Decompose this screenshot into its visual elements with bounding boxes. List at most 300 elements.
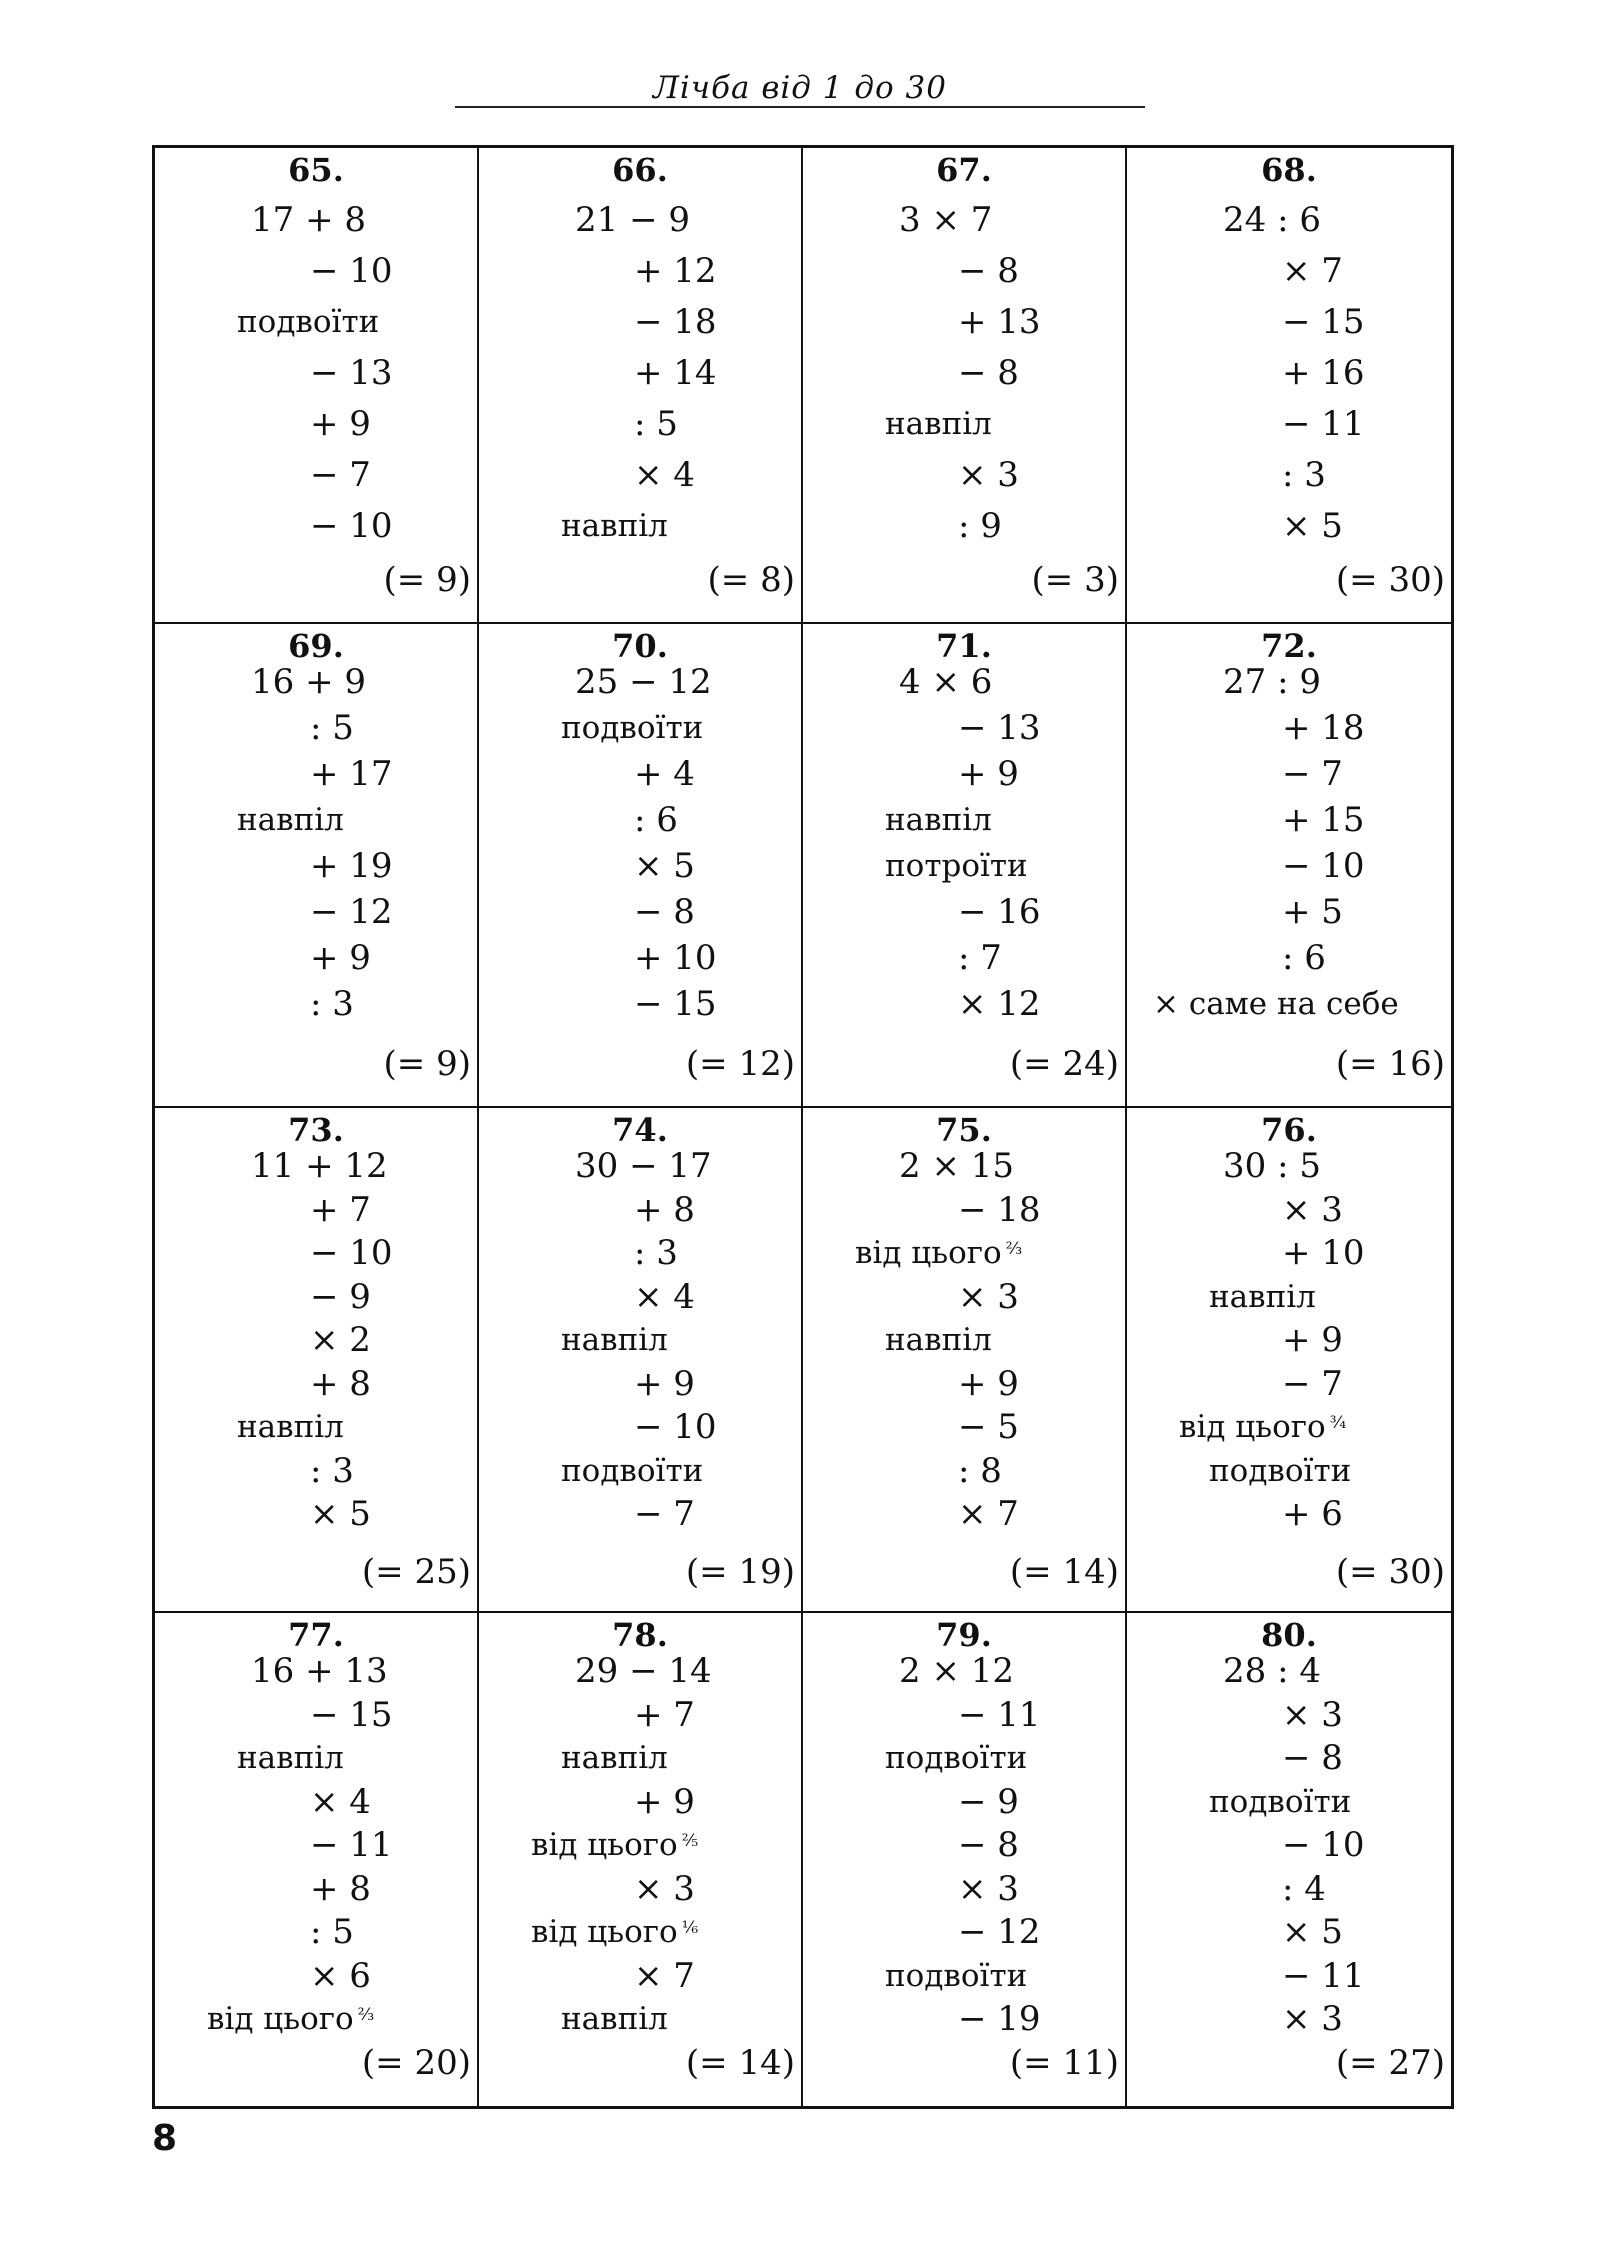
exercise-start-expression — [251, 1146, 388, 1186]
step-text: навпіл — [885, 406, 992, 442]
exercise-result: (= 16) — [1335, 1044, 1445, 1084]
step-text: навпіл — [237, 1409, 344, 1445]
exercise-step — [237, 302, 379, 342]
step-text: : 6 — [1282, 938, 1326, 978]
step-text: 29 − 14 — [575, 1651, 712, 1691]
step-text: 2 × 15 — [899, 1146, 1014, 1186]
exercise-step — [958, 353, 1019, 393]
exercise-start-expression — [899, 1651, 1014, 1691]
step-text: + 4 — [634, 754, 695, 794]
exercise-cell — [155, 1108, 479, 1613]
step-text: + 6 — [1282, 1494, 1343, 1534]
exercise-start-expression — [1223, 200, 1321, 240]
exercise-step — [1282, 708, 1365, 748]
step-text: + 10 — [634, 938, 717, 978]
exercise-step — [1282, 1956, 1365, 1996]
exercise-step — [237, 1738, 344, 1778]
exercise-cell — [479, 1613, 803, 2106]
exercise-cell — [155, 148, 479, 624]
exercise-step — [634, 1407, 717, 1447]
exercise-step — [1282, 1695, 1343, 1735]
step-text: + 17 — [310, 754, 393, 794]
step-text: − 10 — [634, 1407, 717, 1447]
step-text: від цього — [207, 2001, 354, 2037]
exercise-start-expression — [899, 662, 992, 702]
exercise-step — [958, 455, 1019, 495]
step-text: × 5 — [1282, 506, 1343, 546]
exercise-step — [958, 506, 1002, 546]
step-text: × 7 — [958, 1494, 1019, 1534]
exercise-result: (= 30) — [1335, 1552, 1445, 1592]
step-text: : 5 — [634, 404, 678, 444]
step-text: − 11 — [1282, 1955, 1365, 1996]
step-text: подвоїти — [561, 710, 704, 746]
step-text: − 18 — [958, 1189, 1041, 1230]
exercise-step — [1209, 1277, 1316, 1317]
exercise-step — [310, 984, 354, 1024]
step-text: − 8 — [634, 892, 695, 932]
exercise-step — [1282, 353, 1365, 393]
exercise-cell — [479, 1108, 803, 1613]
exercise-cell — [1127, 1108, 1451, 1613]
exercise-result: (= 9) — [383, 1044, 471, 1084]
step-text: 17 + 8 — [251, 200, 366, 240]
exercise-step — [310, 251, 393, 291]
exercise-step — [1282, 302, 1365, 342]
step-fraction: ¹⁄₆ — [681, 1918, 699, 1938]
exercise-number: 72. — [1261, 627, 1317, 665]
exercise-step — [310, 1869, 371, 1909]
step-text: 27 : 9 — [1223, 662, 1321, 702]
exercise-step — [958, 1825, 1019, 1865]
step-text: + 19 — [310, 846, 393, 886]
exercise-number: 78. — [612, 1616, 668, 1654]
step-text: навпіл — [561, 1322, 668, 1358]
step-text: − 15 — [634, 984, 717, 1024]
exercise-step — [1282, 455, 1326, 495]
exercise-cell — [1127, 1613, 1451, 2106]
step-text: 21 − 9 — [575, 200, 690, 240]
exercise-start-expression — [575, 662, 712, 702]
step-text: 25 − 12 — [575, 662, 712, 702]
exercise-step — [1282, 1869, 1326, 1909]
step-text: подвоїти — [237, 304, 380, 340]
exercise-step — [958, 1407, 1019, 1447]
exercise-number: 68. — [1261, 151, 1317, 189]
exercise-start-expression — [251, 1651, 388, 1691]
exercise-step — [310, 1782, 371, 1822]
exercise-step — [634, 302, 717, 342]
exercise-step — [634, 1190, 695, 1230]
step-text: + 9 — [1282, 1320, 1343, 1360]
exercise-cell — [803, 624, 1127, 1108]
exercise-result: (= 3) — [1031, 560, 1119, 600]
step-text: − 11 — [310, 1825, 393, 1865]
exercise-step — [958, 754, 1019, 794]
exercise-result: (= 11) — [1009, 2043, 1119, 2083]
step-text: : 6 — [634, 800, 678, 840]
exercise-start-expression — [575, 1651, 712, 1691]
exercise-start-expression — [251, 200, 366, 240]
step-text: : 5 — [310, 1912, 354, 1952]
exercise-result: (= 12) — [685, 1044, 795, 1084]
step-text: + 15 — [1282, 800, 1365, 840]
exercise-step — [958, 1695, 1041, 1735]
exercise-step — [310, 1277, 371, 1317]
exercise-grid — [152, 145, 1454, 2109]
exercise-number: 74. — [612, 1111, 668, 1149]
step-text: × 3 — [1282, 1999, 1343, 2039]
exercise-step — [531, 1912, 698, 1952]
exercise-step — [1282, 1825, 1365, 1865]
exercise-step — [310, 506, 393, 546]
step-text: + 9 — [310, 404, 371, 444]
exercise-step — [310, 1494, 371, 1534]
step-text: − 10 — [310, 251, 393, 291]
exercise-step — [1282, 754, 1343, 794]
step-text: + 8 — [310, 1868, 371, 1909]
exercise-step — [634, 1956, 695, 1996]
exercise-step — [1209, 1782, 1351, 1822]
exercise-number: 73. — [288, 1111, 344, 1149]
exercise-step — [1282, 1738, 1343, 1778]
exercise-step — [958, 251, 1019, 291]
step-text: × саме на себе — [1153, 986, 1399, 1022]
step-text: × 2 — [310, 1320, 371, 1360]
step-text: × 6 — [310, 1955, 371, 1996]
exercise-step — [958, 1364, 1019, 1404]
page-number: 8 — [152, 2118, 178, 2159]
exercise-step — [958, 302, 1041, 342]
step-text: − 7 — [1282, 1363, 1343, 1404]
exercise-step — [310, 1190, 371, 1230]
exercise-step — [1282, 1190, 1343, 1230]
exercise-step — [310, 938, 371, 978]
page-header-title: Лічба від 1 до 30 — [653, 70, 947, 106]
exercise-step — [634, 1869, 695, 1909]
exercise-step — [958, 1190, 1041, 1230]
exercise-step — [1282, 1364, 1343, 1404]
step-text: 2 × 12 — [899, 1651, 1014, 1691]
step-text: подвоїти — [1209, 1783, 1352, 1820]
exercise-result: (= 27) — [1335, 2043, 1445, 2083]
header-rule — [455, 106, 1145, 108]
step-text: − 8 — [1282, 1738, 1343, 1778]
step-text: + 10 — [1282, 1233, 1365, 1273]
exercise-step — [310, 1912, 354, 1952]
step-text: − 13 — [310, 353, 393, 393]
step-text: − 7 — [634, 1494, 695, 1534]
step-text: подвоїти — [561, 1452, 704, 1489]
step-text: × 3 — [958, 1276, 1019, 1317]
step-text: − 11 — [1282, 404, 1365, 444]
step-text: + 7 — [310, 1189, 371, 1230]
step-text: − 10 — [310, 506, 393, 546]
step-text: від цього — [855, 1235, 1002, 1271]
step-text: 4 × 6 — [899, 662, 993, 702]
step-text: × 5 — [1282, 1912, 1343, 1952]
step-text: − 9 — [310, 1276, 371, 1317]
exercise-step — [310, 708, 354, 748]
step-text: − 19 — [958, 1999, 1041, 2039]
step-text: × 7 — [1282, 251, 1343, 291]
exercise-number: 80. — [1261, 1616, 1317, 1654]
exercise-step — [1282, 251, 1343, 291]
step-text: : 8 — [958, 1450, 1002, 1491]
step-text: : 5 — [310, 708, 354, 748]
step-text: від цього — [531, 1827, 678, 1863]
exercise-result: (= 19) — [685, 1552, 795, 1592]
step-text: навпіл — [561, 2001, 668, 2037]
exercise-number: 67. — [936, 151, 992, 189]
step-text: − 10 — [1282, 1825, 1365, 1865]
step-text: − 8 — [958, 1825, 1019, 1865]
exercise-step — [310, 1233, 393, 1273]
step-text: навпіл — [885, 802, 992, 838]
exercise-step — [561, 1738, 668, 1778]
exercise-result: (= 14) — [1009, 1552, 1119, 1592]
step-text: : 3 — [1282, 455, 1326, 495]
exercise-step — [958, 1869, 1019, 1909]
step-text: : 7 — [958, 938, 1002, 978]
exercise-step — [885, 1320, 992, 1360]
exercise-step — [634, 1277, 695, 1317]
exercise-cell — [1127, 148, 1451, 624]
exercise-number: 70. — [612, 627, 668, 665]
exercise-step — [1282, 506, 1343, 546]
step-text: + 13 — [958, 302, 1041, 342]
exercise-step — [885, 1956, 1027, 1996]
exercise-step — [958, 984, 1041, 1024]
exercise-step — [207, 1999, 374, 2039]
step-text: + 9 — [958, 1363, 1019, 1404]
step-text: + 12 — [634, 251, 717, 291]
exercise-step — [1179, 1407, 1346, 1447]
exercise-step — [310, 1956, 371, 1996]
exercise-step — [958, 708, 1041, 748]
exercise-step — [1282, 1912, 1343, 1952]
step-fraction: ²⁄₃ — [1005, 1239, 1023, 1259]
step-text: − 7 — [310, 455, 371, 495]
step-text: − 8 — [958, 251, 1019, 291]
exercise-cell — [803, 1108, 1127, 1613]
exercise-start-expression — [1223, 1651, 1321, 1691]
step-text: від цього — [1179, 1409, 1326, 1445]
exercise-step — [1282, 892, 1343, 932]
step-text: × 5 — [310, 1494, 371, 1534]
exercise-cell — [479, 624, 803, 1108]
exercise-step — [634, 754, 695, 794]
exercise-step — [310, 455, 371, 495]
step-text: − 10 — [1282, 846, 1365, 886]
step-text: × 5 — [634, 846, 695, 886]
step-text: + 8 — [634, 1189, 695, 1230]
exercise-step — [1282, 1494, 1343, 1534]
step-text: × 4 — [634, 455, 695, 495]
step-text: − 10 — [310, 1233, 393, 1273]
step-text: − 18 — [634, 302, 717, 342]
step-text: − 7 — [1282, 754, 1343, 794]
exercise-step — [561, 708, 703, 748]
exercise-start-expression — [575, 200, 690, 240]
exercise-step — [634, 455, 695, 495]
exercise-result: (= 20) — [361, 2043, 471, 2083]
exercise-cell — [155, 624, 479, 1108]
step-text: потроїти — [885, 848, 1028, 884]
exercise-step — [634, 1233, 678, 1273]
step-fraction: ³⁄₄ — [1329, 1413, 1347, 1433]
step-text: + 9 — [310, 938, 371, 978]
step-text: навпіл — [237, 1740, 344, 1776]
exercise-step — [885, 404, 992, 444]
step-text: − 5 — [958, 1407, 1019, 1447]
exercise-step — [885, 1738, 1027, 1778]
exercise-cell — [1127, 624, 1451, 1108]
step-text: − 12 — [310, 892, 393, 932]
step-text: 16 + 13 — [251, 1651, 388, 1691]
exercise-step — [310, 1364, 371, 1404]
exercise-result: (= 24) — [1009, 1044, 1119, 1084]
exercise-result: (= 8) — [707, 560, 795, 600]
step-text: навпіл — [237, 802, 344, 838]
exercise-step — [561, 506, 668, 546]
step-text: 11 + 12 — [251, 1146, 388, 1186]
step-text: − 16 — [958, 892, 1041, 932]
exercise-step — [634, 404, 678, 444]
exercise-step — [531, 1825, 698, 1865]
step-text: подвоїти — [1209, 1452, 1352, 1489]
step-text: 30 − 17 — [575, 1146, 712, 1186]
step-text: навпіл — [1209, 1278, 1316, 1315]
exercise-step — [237, 800, 344, 840]
step-text: : 3 — [310, 984, 354, 1024]
step-text: × 12 — [958, 984, 1041, 1024]
exercise-step — [310, 1825, 393, 1865]
step-text: від цього — [531, 1914, 678, 1950]
exercise-step — [958, 1782, 1019, 1822]
exercise-step — [310, 353, 393, 393]
exercise-number: 71. — [936, 627, 992, 665]
exercise-step — [310, 404, 371, 444]
step-text: + 16 — [1282, 353, 1365, 393]
step-text: подвоїти — [885, 1740, 1028, 1776]
step-text: + 7 — [634, 1694, 695, 1735]
step-text: + 9 — [634, 1363, 695, 1404]
step-text: + 9 — [958, 754, 1019, 794]
exercise-step — [561, 1451, 703, 1491]
exercise-step — [1282, 404, 1365, 444]
exercise-cell — [155, 1613, 479, 2106]
exercise-cell — [803, 148, 1127, 624]
step-text: × 3 — [958, 1868, 1019, 1909]
exercise-number: 65. — [288, 151, 344, 189]
exercise-number: 66. — [612, 151, 668, 189]
step-text: : 9 — [958, 506, 1002, 546]
exercise-step — [855, 1233, 1022, 1273]
exercise-step — [958, 892, 1041, 932]
exercise-step — [958, 938, 1002, 978]
exercise-step — [1282, 800, 1365, 840]
exercise-step — [1282, 1320, 1343, 1360]
exercise-result: (= 9) — [383, 560, 471, 600]
exercise-step — [1209, 1451, 1351, 1491]
step-fraction: ²⁄₅ — [681, 1831, 699, 1851]
exercise-step — [634, 1782, 695, 1822]
exercise-step — [1282, 1233, 1365, 1273]
exercise-start-expression — [251, 662, 366, 702]
step-text: + 5 — [1282, 892, 1343, 932]
exercise-step — [958, 1277, 1019, 1317]
exercise-start-expression — [899, 200, 992, 240]
exercise-step — [310, 846, 393, 886]
exercise-step — [885, 800, 992, 840]
step-text: : 3 — [310, 1450, 354, 1491]
exercise-number: 79. — [936, 1616, 992, 1654]
exercise-step — [1282, 1999, 1343, 2039]
step-text: + 8 — [310, 1363, 371, 1404]
exercise-step — [561, 1320, 668, 1360]
exercise-step — [634, 1364, 695, 1404]
exercise-result: (= 30) — [1335, 560, 1445, 600]
exercise-step — [310, 1320, 371, 1360]
exercise-number: 77. — [288, 1616, 344, 1654]
exercise-step — [885, 846, 1028, 886]
step-text: × 3 — [1282, 1189, 1343, 1230]
exercise-step — [310, 892, 393, 932]
exercise-start-expression — [1223, 662, 1321, 702]
step-text: + 14 — [634, 353, 717, 393]
exercise-start-expression — [899, 1146, 1014, 1186]
exercise-step — [634, 353, 717, 393]
step-text: × 7 — [634, 1955, 695, 1996]
step-text: − 12 — [958, 1912, 1041, 1952]
exercise-step — [237, 1407, 344, 1447]
step-text: : 3 — [634, 1233, 678, 1273]
exercise-number: 75. — [936, 1111, 992, 1149]
exercise-number: 69. — [288, 627, 344, 665]
exercise-step — [634, 1695, 695, 1735]
exercise-step — [310, 1451, 354, 1491]
exercise-step — [310, 754, 393, 794]
step-text: − 13 — [958, 708, 1041, 748]
exercise-step — [958, 1999, 1041, 2039]
step-text: × 3 — [958, 455, 1019, 495]
step-text: × 3 — [1282, 1694, 1343, 1735]
step-text: 24 : 6 — [1223, 200, 1321, 240]
step-text: навпіл — [561, 1740, 668, 1776]
step-text: × 4 — [634, 1276, 695, 1317]
step-text: − 8 — [958, 353, 1019, 393]
exercise-step — [1153, 984, 1399, 1024]
exercise-step — [634, 984, 717, 1024]
exercise-step — [1282, 938, 1326, 978]
exercise-step — [634, 892, 695, 932]
step-text: × 4 — [310, 1781, 371, 1822]
step-text: − 15 — [1282, 302, 1365, 342]
exercise-result: (= 25) — [361, 1552, 471, 1592]
exercise-step — [561, 1999, 668, 2039]
exercise-step — [634, 846, 695, 886]
exercise-step — [634, 800, 678, 840]
step-text: + 18 — [1282, 708, 1365, 748]
step-text: + 9 — [634, 1781, 695, 1822]
exercise-number: 76. — [1261, 1111, 1317, 1149]
step-text: навпіл — [885, 1322, 992, 1358]
step-text: 30 : 5 — [1223, 1146, 1321, 1186]
exercise-step — [958, 1494, 1019, 1534]
exercise-step — [634, 1494, 695, 1534]
exercise-cell — [803, 1613, 1127, 2106]
